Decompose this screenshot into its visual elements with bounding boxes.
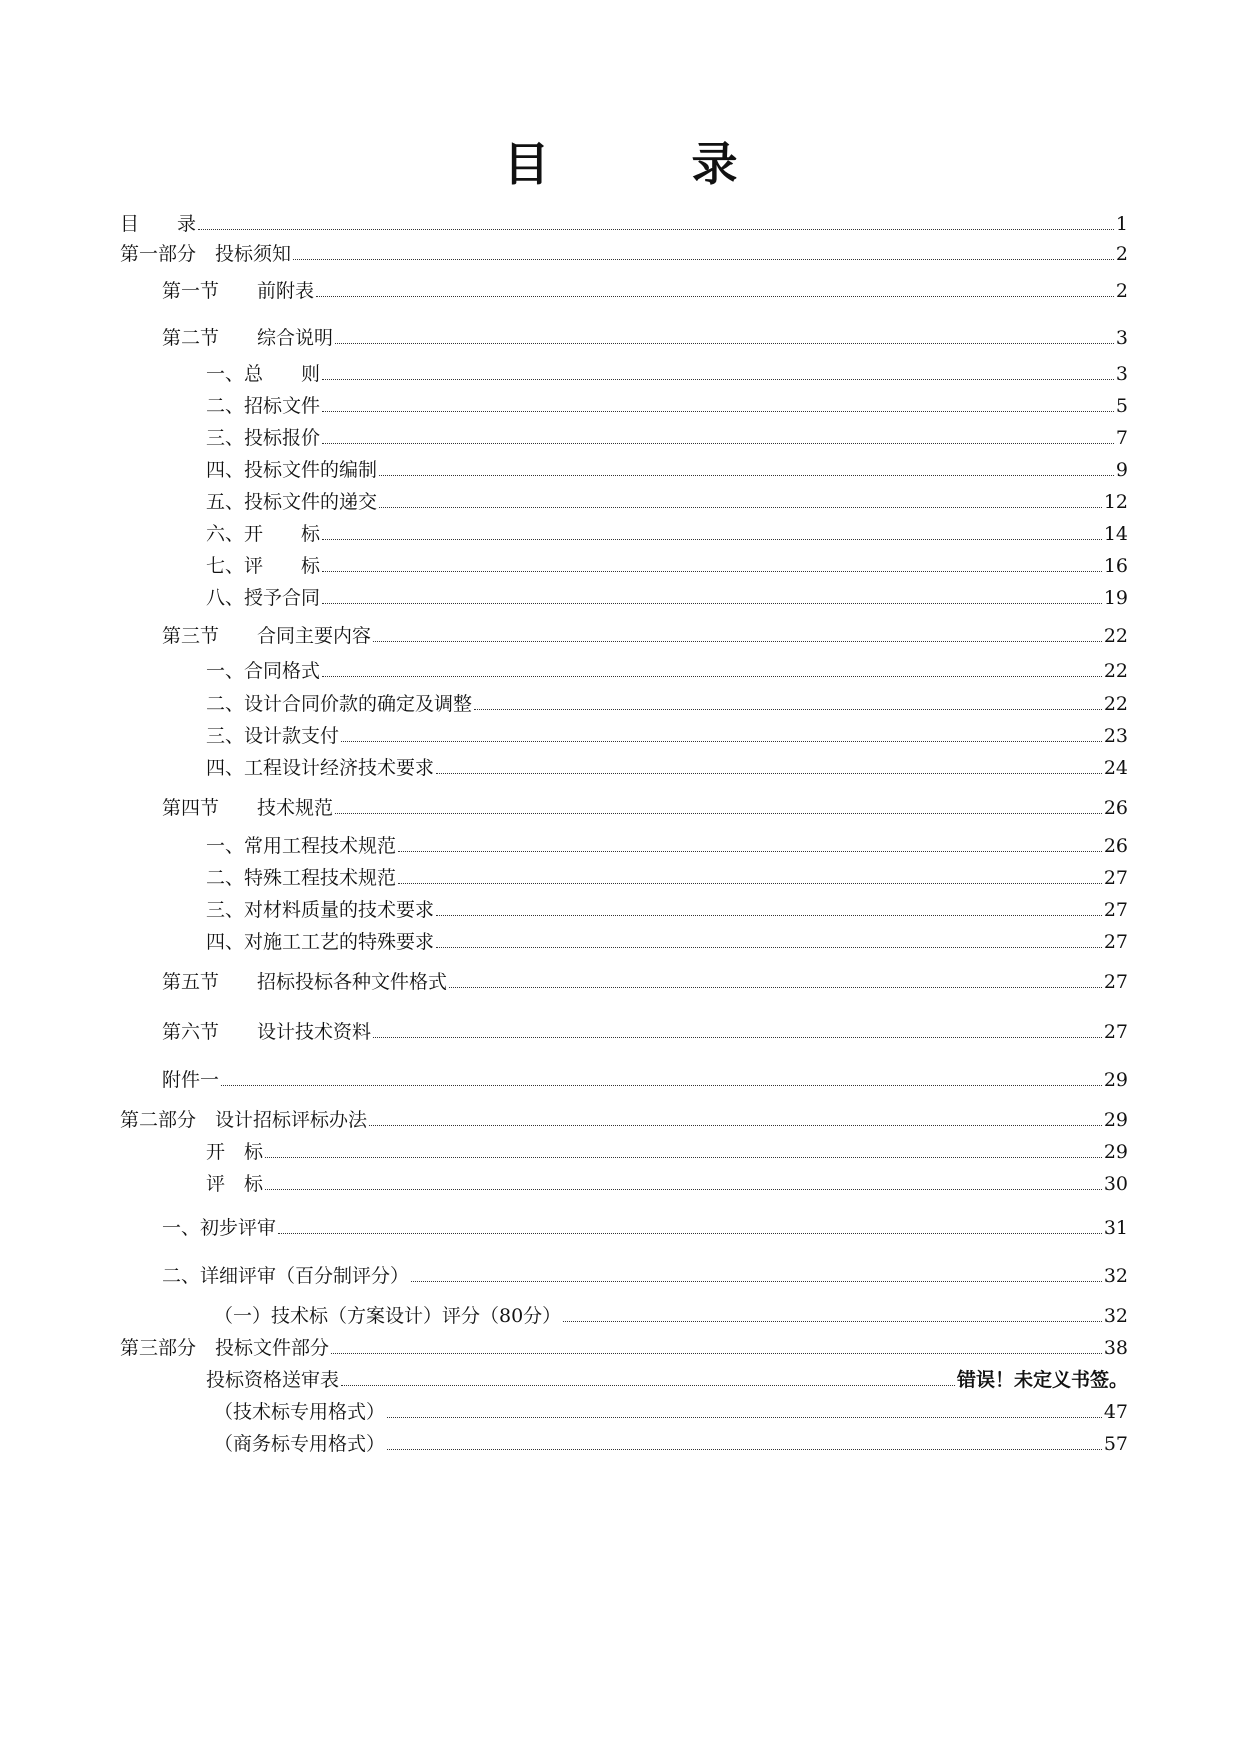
toc-entry[interactable] <box>206 688 1128 716</box>
toc-entry-label: 第二部分 设计招标评标办法 <box>120 1109 368 1131</box>
dot-leader <box>379 475 1114 476</box>
dot-leader <box>398 851 1102 852</box>
toc-entry-page: 24 <box>1103 757 1128 779</box>
toc-entry[interactable] <box>206 1168 1128 1196</box>
toc-entry[interactable] <box>206 582 1128 610</box>
toc-entry-label: 第四节 技术规范 <box>162 797 334 819</box>
toc-entry-label: 一、初步评审 <box>162 1217 277 1239</box>
dot-leader <box>335 813 1102 814</box>
toc-entry-page: 5 <box>1115 395 1128 417</box>
toc-entry[interactable] <box>162 620 1128 648</box>
toc-entry-page: 19 <box>1103 587 1128 609</box>
toc-entry[interactable] <box>206 830 1128 858</box>
toc-entry-page: 14 <box>1103 523 1128 545</box>
toc-entry-label: 七、评 标 <box>206 555 321 577</box>
toc-entry-label: （一）技术标（方案设计）评分（80分） <box>214 1305 562 1327</box>
dot-leader <box>293 259 1114 260</box>
toc-entry-label: 第五节 招标投标各种文件格式 <box>162 971 448 993</box>
toc-entry[interactable] <box>206 390 1128 418</box>
dot-leader <box>335 343 1114 344</box>
toc-entry[interactable] <box>206 422 1128 450</box>
toc-entry[interactable] <box>206 1136 1128 1164</box>
toc-entry[interactable] <box>206 518 1128 546</box>
dot-leader <box>379 507 1102 508</box>
toc-entry-page: 47 <box>1103 1401 1128 1423</box>
toc-entry[interactable] <box>162 322 1128 350</box>
toc-entry[interactable] <box>206 926 1128 954</box>
dot-leader <box>563 1321 1102 1322</box>
toc-entry-label: （商务标专用格式） <box>214 1433 386 1455</box>
toc-entry-page: 27 <box>1103 931 1128 953</box>
toc-entry-label: 第一节 前附表 <box>162 280 315 302</box>
toc-entry-page: 1 <box>1115 213 1128 235</box>
toc-entry[interactable] <box>206 752 1128 780</box>
dot-leader <box>449 987 1102 988</box>
dot-leader <box>373 1037 1102 1038</box>
toc-entry[interactable] <box>206 862 1128 890</box>
toc-entry[interactable] <box>206 358 1128 386</box>
dot-leader <box>322 443 1114 444</box>
dot-leader <box>322 539 1102 540</box>
toc-entry[interactable] <box>214 1396 1128 1424</box>
toc-entry-error: 错误！未定义书签。 <box>956 1369 1128 1391</box>
toc-entry[interactable] <box>206 454 1128 482</box>
toc-entry-page: 22 <box>1103 625 1128 647</box>
toc-entry-page: 27 <box>1103 1021 1128 1043</box>
dot-leader <box>322 676 1102 677</box>
toc-entry-label: 三、设计款支付 <box>206 725 340 747</box>
dot-leader <box>278 1233 1102 1234</box>
dot-leader <box>322 571 1102 572</box>
toc-entry[interactable] <box>162 275 1128 303</box>
toc-entry-label: 一、合同格式 <box>206 660 321 682</box>
toc-entry-label: 六、开 标 <box>206 523 321 545</box>
toc-entry-label: 五、投标文件的递交 <box>206 491 378 513</box>
toc-entry-page: 9 <box>1115 459 1128 481</box>
dot-leader <box>411 1281 1102 1282</box>
toc-entry-page: 16 <box>1103 555 1128 577</box>
toc-entry-label: 第二节 综合说明 <box>162 327 334 349</box>
toc-entry[interactable] <box>162 966 1128 994</box>
dot-leader <box>369 1125 1102 1126</box>
toc-entry[interactable] <box>206 550 1128 578</box>
toc-entry-label: （技术标专用格式） <box>214 1401 386 1423</box>
dot-leader <box>322 603 1102 604</box>
toc-entry[interactable] <box>214 1300 1128 1328</box>
toc-entry-page: 12 <box>1103 491 1128 513</box>
toc-entry-label: 四、工程设计经济技术要求 <box>206 757 435 779</box>
toc-entry-page: 26 <box>1103 835 1128 857</box>
toc-entry-page: 32 <box>1103 1305 1128 1327</box>
toc-entry[interactable] <box>162 1260 1128 1288</box>
toc-entry[interactable] <box>120 1332 1128 1360</box>
toc-entry[interactable] <box>206 655 1128 683</box>
dot-leader <box>221 1085 1102 1086</box>
toc-entry-page: 27 <box>1103 899 1128 921</box>
dot-leader <box>322 379 1114 380</box>
toc-entry-label: 二、特殊工程技术规范 <box>206 867 397 889</box>
toc-entry-page: 30 <box>1103 1173 1128 1195</box>
toc-entry[interactable] <box>206 894 1128 922</box>
toc-entry-page: 29 <box>1103 1069 1128 1091</box>
toc-entry-label: 八、授予合同 <box>206 587 321 609</box>
toc-entry[interactable] <box>120 1104 1128 1132</box>
toc-entry-label: 附件一 <box>162 1069 220 1091</box>
toc-entry-label: 四、对施工工艺的特殊要求 <box>206 931 435 953</box>
toc-entry[interactable] <box>206 1364 1128 1392</box>
toc-entry-label: 目 录 <box>120 213 197 235</box>
toc-entry-label: 一、常用工程技术规范 <box>206 835 397 857</box>
dot-leader <box>341 1385 955 1386</box>
toc-entry-page: 32 <box>1103 1265 1128 1287</box>
page-title: 目 录 <box>503 137 786 191</box>
toc-entry-page: 38 <box>1103 1337 1128 1359</box>
toc-entry-label: 三、投标报价 <box>206 427 321 449</box>
dot-leader <box>387 1449 1102 1450</box>
toc-entry-label: 评 标 <box>206 1173 264 1195</box>
toc-entry-page: 22 <box>1103 660 1128 682</box>
toc-entry[interactable] <box>162 1016 1128 1044</box>
toc-entry-page: 3 <box>1115 363 1128 385</box>
dot-leader <box>436 947 1102 948</box>
dot-leader <box>474 709 1102 710</box>
toc-entry[interactable] <box>120 238 1128 266</box>
dot-leader <box>387 1417 1102 1418</box>
toc-entry-label: 第三部分 投标文件部分 <box>120 1337 330 1359</box>
toc-entry-page: 7 <box>1115 427 1128 449</box>
toc-entry-page: 26 <box>1103 797 1128 819</box>
toc-entry-label: 开 标 <box>206 1141 264 1163</box>
toc-entry-page: 31 <box>1103 1217 1128 1239</box>
toc-entry[interactable] <box>162 792 1128 820</box>
dot-leader <box>341 741 1102 742</box>
toc-entry-page: 23 <box>1103 725 1128 747</box>
toc-entry-label: 四、投标文件的编制 <box>206 459 378 481</box>
toc-entry-label: 第六节 设计技术资料 <box>162 1021 372 1043</box>
toc-entry-label: 投标资格送审表 <box>206 1369 340 1391</box>
toc-entry-page: 29 <box>1103 1141 1128 1163</box>
toc-entry-page: 22 <box>1103 693 1128 715</box>
toc-entry-label: 三、对材料质量的技术要求 <box>206 899 435 921</box>
toc-entry-label: 二、设计合同价款的确定及调整 <box>206 693 473 715</box>
dot-leader <box>436 915 1102 916</box>
toc-entry-label: 第三节 合同主要内容 <box>162 625 372 647</box>
toc-entry-label: 第一部分 投标须知 <box>120 243 292 265</box>
toc-entry[interactable] <box>120 208 1128 236</box>
toc-entry[interactable] <box>162 1064 1128 1092</box>
dot-leader <box>436 773 1102 774</box>
toc-entry-page: 29 <box>1103 1109 1128 1131</box>
toc-entry-label: 二、招标文件 <box>206 395 321 417</box>
toc-entry-page: 3 <box>1115 327 1128 349</box>
dot-leader <box>398 883 1102 884</box>
toc-entry-page: 27 <box>1103 971 1128 993</box>
dot-leader <box>322 411 1114 412</box>
dot-leader <box>198 229 1114 230</box>
toc-entry[interactable] <box>206 720 1128 748</box>
dot-leader <box>316 296 1114 297</box>
toc-entry[interactable] <box>206 486 1128 514</box>
dot-leader <box>265 1157 1102 1158</box>
dot-leader <box>331 1353 1102 1354</box>
toc-entry-label: 二、详细评审（百分制评分） <box>162 1265 410 1287</box>
toc-entry-page: 2 <box>1115 243 1128 265</box>
toc-entry[interactable] <box>162 1212 1128 1240</box>
toc-entry[interactable] <box>214 1428 1128 1456</box>
dot-leader <box>265 1189 1102 1190</box>
toc-entry-label: 一、总 则 <box>206 363 321 385</box>
toc-entry-page: 27 <box>1103 867 1128 889</box>
toc-entry-page: 57 <box>1103 1433 1128 1455</box>
toc-entry-page: 2 <box>1115 280 1128 302</box>
dot-leader <box>373 641 1102 642</box>
